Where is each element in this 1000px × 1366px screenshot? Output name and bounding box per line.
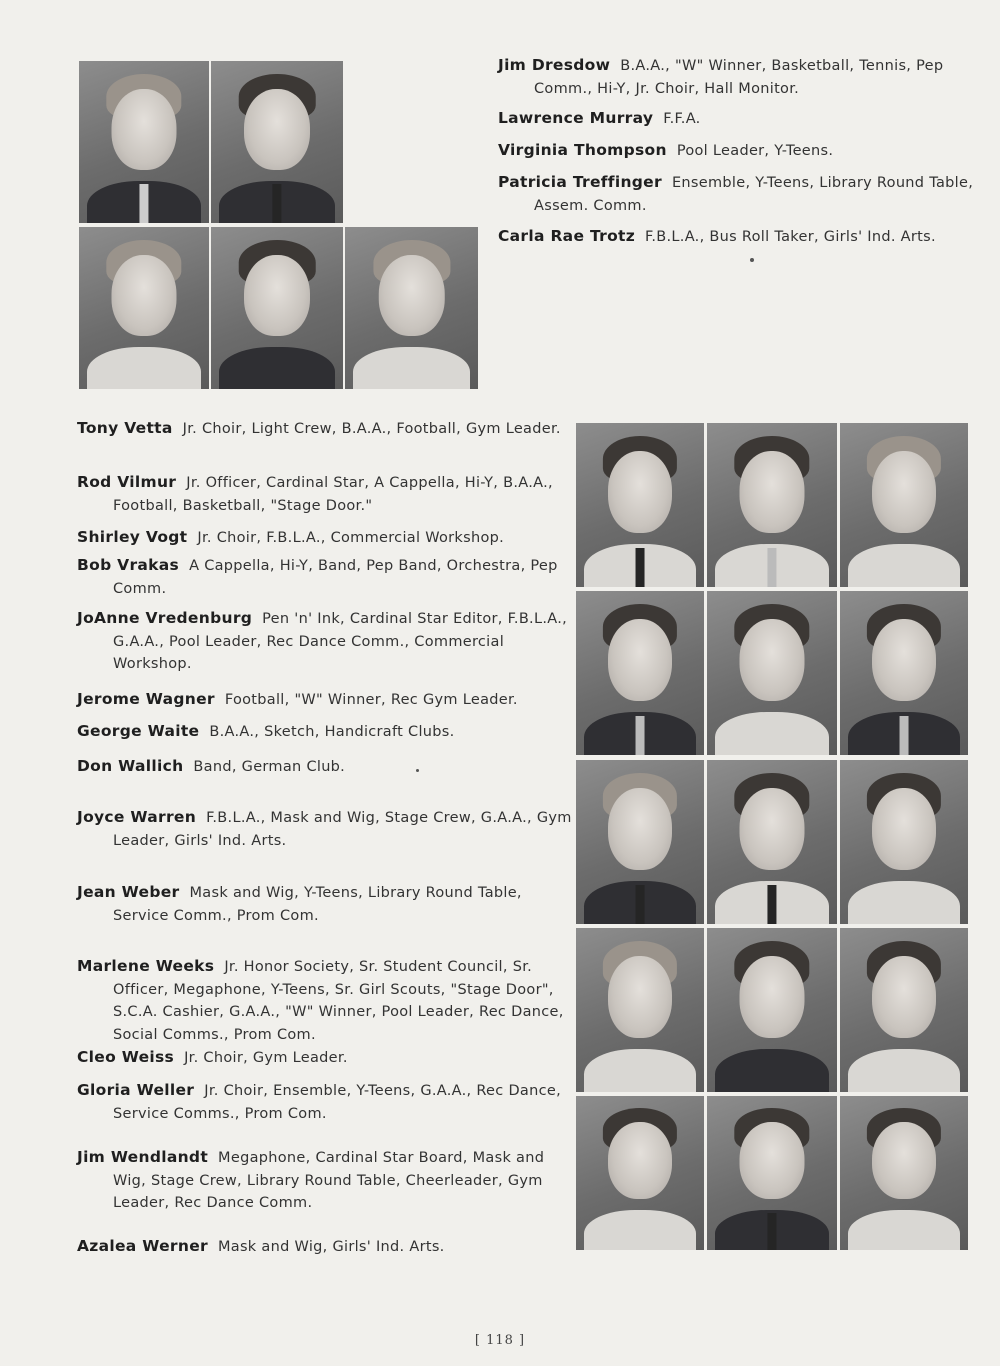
- student-name: Jim Dresdow: [498, 56, 611, 74]
- student-activities: Jr. Honor Society, Sr. Student Council, Sr. Officer, Megaphone, Y-Teens, Sr. Girl Scouts, "Stage Door", S.C.A. Cashier, G.A.A., "W" Winner, Pool Leader, Rec Dance, Social Comms., Prom Com.: [113, 959, 564, 1043]
- student-entry: [77, 417, 575, 441]
- student-name: JoAnne Vredenburg: [77, 609, 253, 627]
- student-entry: [77, 1079, 575, 1125]
- portrait-photo: [211, 61, 343, 223]
- student-name: George Waite: [77, 722, 200, 740]
- student-entry: [498, 171, 996, 217]
- portrait-photo: [707, 591, 837, 755]
- portrait-photo: [576, 760, 704, 924]
- student-activities: Ensemble, Y-Teens, Library Round Table, Assem. Comm.: [534, 175, 974, 214]
- student-entry: [77, 755, 575, 779]
- student-activities: A Cappella, Hi-Y, Band, Pep Band, Orchestra, Pep Comm.: [113, 558, 558, 597]
- student-entry: [77, 720, 575, 744]
- portrait-photo: [576, 423, 704, 587]
- student-name: Patricia Treffinger: [498, 173, 662, 191]
- student-activities: Jr. Choir, Light Crew, B.A.A., Football, Gym Leader.: [182, 421, 561, 437]
- student-entry: [77, 881, 575, 927]
- student-entry: [77, 1046, 575, 1070]
- student-activities: B.A.A., Sketch, Handicraft Clubs.: [209, 724, 455, 740]
- student-entry: [498, 54, 996, 100]
- student-activities: Pool Leader, Y-Teens.: [676, 143, 834, 159]
- student-name: Gloria Weller: [77, 1081, 195, 1099]
- student-activities: Band, German Club.: [193, 759, 346, 775]
- student-entry: [77, 1146, 575, 1215]
- portrait-photo: [707, 1096, 837, 1250]
- student-entry: [498, 225, 996, 249]
- student-name: Jim Wendlandt: [77, 1148, 209, 1166]
- student-activities: Jr. Officer, Cardinal Star, A Cappella, Hi-Y, B.A.A., Football, Basketball, "Stage Door.": [113, 475, 553, 514]
- student-name: Cleo Weiss: [77, 1048, 175, 1066]
- portrait-photo: [707, 760, 837, 924]
- portrait-photo: [79, 227, 209, 389]
- student-name: Jerome Wagner: [77, 690, 215, 708]
- student-name: Don Wallich: [77, 757, 184, 775]
- student-activities: F.B.L.A., Mask and Wig, Stage Crew, G.A.A., Gym Leader, Girls' Ind. Arts.: [113, 810, 572, 849]
- student-name: Virginia Thompson: [498, 141, 667, 159]
- print-speck: [416, 769, 419, 772]
- portrait-photo: [707, 928, 837, 1092]
- student-activities: Pen 'n' Ink, Cardinal Star Editor, F.B.L.A., G.A.A., Pool Leader, Rec Dance Comm., Commercial Workshop.: [113, 611, 568, 672]
- portrait-photo: [840, 1096, 968, 1250]
- portrait-photo: [211, 227, 343, 389]
- page-number: [ 118 ]: [474, 1333, 526, 1348]
- student-activities: B.A.A., "W" Winner, Basketball, Tennis, Pep Comm., Hi-Y, Jr. Choir, Hall Monitor.: [534, 58, 944, 97]
- portrait-photo: [840, 760, 968, 924]
- student-entry: [77, 526, 575, 550]
- portrait-photo: [576, 591, 704, 755]
- portrait-photo: [576, 928, 704, 1092]
- student-entry: [77, 471, 575, 517]
- student-activities: Mask and Wig, Girls' Ind. Arts.: [217, 1239, 445, 1255]
- student-name: Tony Vetta: [77, 419, 173, 437]
- student-name: Azalea Werner: [77, 1237, 208, 1255]
- portrait-photo: [345, 227, 478, 389]
- portrait-photo: [576, 1096, 704, 1250]
- student-name: Carla Rae Trotz: [498, 227, 636, 245]
- print-speck: [750, 258, 754, 262]
- portrait-photo: [840, 928, 968, 1092]
- student-name: Jean Weber: [77, 883, 180, 901]
- student-activities: Football, "W" Winner, Rec Gym Leader.: [224, 692, 518, 708]
- student-activities: Megaphone, Cardinal Star Board, Mask and Wig, Stage Crew, Library Round Table, Cheerleader, Gym Leader, Rec Dance Comm.: [113, 1150, 545, 1211]
- student-activities: Jr. Choir, Gym Leader.: [184, 1050, 348, 1066]
- student-activities: F.F.A.: [663, 111, 701, 127]
- student-entry: [77, 607, 575, 676]
- student-name: Rod Vilmur: [77, 473, 177, 491]
- student-entry: [77, 688, 575, 712]
- portrait-photo: [707, 423, 837, 587]
- student-name: Joyce Warren: [77, 808, 197, 826]
- student-activities: Jr. Choir, F.B.L.A., Commercial Workshop.: [197, 530, 505, 546]
- portrait-photo: [840, 423, 968, 587]
- portrait-photo: [840, 591, 968, 755]
- student-entry: [498, 107, 996, 131]
- student-entry: [498, 139, 996, 163]
- student-name: Bob Vrakas: [77, 556, 180, 574]
- student-entry: [77, 955, 575, 1046]
- student-activities: F.B.L.A., Bus Roll Taker, Girls' Ind. Arts.: [645, 229, 936, 245]
- student-entry: [77, 1235, 575, 1259]
- student-name: Lawrence Murray: [498, 109, 654, 127]
- student-name: Marlene Weeks: [77, 957, 215, 975]
- student-entry: [77, 806, 575, 852]
- portrait-photo: [79, 61, 209, 223]
- student-activities: Jr. Choir, Ensemble, Y-Teens, G.A.A., Rec Dance, Service Comms., Prom Com.: [113, 1083, 562, 1122]
- student-name: Shirley Vogt: [77, 528, 188, 546]
- student-entry: [77, 554, 575, 600]
- student-activities: Mask and Wig, Y-Teens, Library Round Table, Service Comm., Prom Com.: [113, 885, 522, 924]
